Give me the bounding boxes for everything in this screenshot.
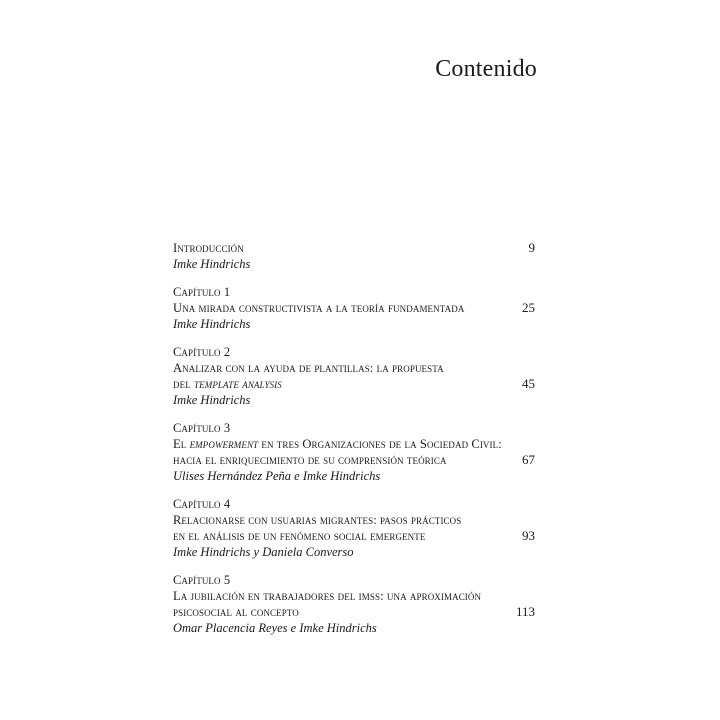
- entry-title-line-1: La jubilación en trabajadores del imss: una aproximación: [173, 589, 482, 603]
- entry-page-number: 113: [515, 604, 535, 619]
- entry-title: Una mirada constructivista a la teoría fundamentada: [173, 301, 465, 315]
- toc-entry-capitulo-4[interactable]: [173, 496, 535, 561]
- page-title: Contenido: [435, 56, 537, 82]
- table-of-contents: [173, 240, 535, 648]
- entry-author: Omar Placencia Reyes e Imke Hindrichs: [173, 621, 377, 635]
- entry-label: Capítulo 4: [173, 497, 231, 511]
- entry-title-line-2: hacia el enriquecimiento de su comprensión teórica: [173, 453, 447, 467]
- entry-author: Imke Hindrichs y Daniela Converso: [173, 545, 354, 559]
- entry-title-text: en tres Organizaciones de la Sociedad Civil:: [258, 437, 502, 451]
- entry-page-number: 9: [528, 240, 535, 255]
- toc-entry-capitulo-1[interactable]: [173, 284, 535, 333]
- toc-entry-introduccion[interactable]: [173, 240, 535, 273]
- toc-entry-capitulo-5[interactable]: [173, 572, 535, 637]
- entry-page-number: 25: [522, 300, 535, 315]
- entry-label: Capítulo 2: [173, 345, 231, 359]
- entry-label: Capítulo 1: [173, 285, 231, 299]
- entry-title-line-2: [173, 376, 535, 392]
- entry-label: Capítulo 5: [173, 573, 231, 587]
- entry-label: Capítulo 3: [173, 421, 231, 435]
- entry-page-number: 67: [522, 452, 535, 467]
- entry-author: Imke Hindrichs: [173, 257, 251, 271]
- entry-title-italic: empowerment: [189, 437, 259, 451]
- entry-author: Imke Hindrichs: [173, 317, 251, 331]
- entry-title-italic: template analysis: [194, 377, 282, 391]
- entry-label: Introducción: [173, 241, 244, 255]
- entry-page-number: 45: [522, 376, 535, 391]
- entry-author: Ulises Hernández Peña e Imke Hindrichs: [173, 469, 381, 483]
- entry-page-number: 93: [522, 528, 535, 543]
- entry-title-text: del: [173, 377, 195, 391]
- entry-title-line-1: [173, 436, 535, 452]
- entry-author: Imke Hindrichs: [173, 393, 251, 407]
- entry-title-line-1: Analizar con la ayuda de plantillas: la propuesta: [173, 361, 444, 375]
- entry-title-text: El: [173, 437, 190, 451]
- toc-entry-capitulo-2[interactable]: [173, 344, 535, 409]
- entry-title-line-1: Relacionarse con usuarias migrantes: pasos prácticos: [173, 513, 462, 527]
- entry-title-line-2: psicosocial al concepto: [173, 605, 299, 619]
- entry-title-line-2: en el análisis de un fenómeno social emergente: [173, 529, 426, 543]
- toc-entry-capitulo-3[interactable]: [173, 420, 535, 485]
